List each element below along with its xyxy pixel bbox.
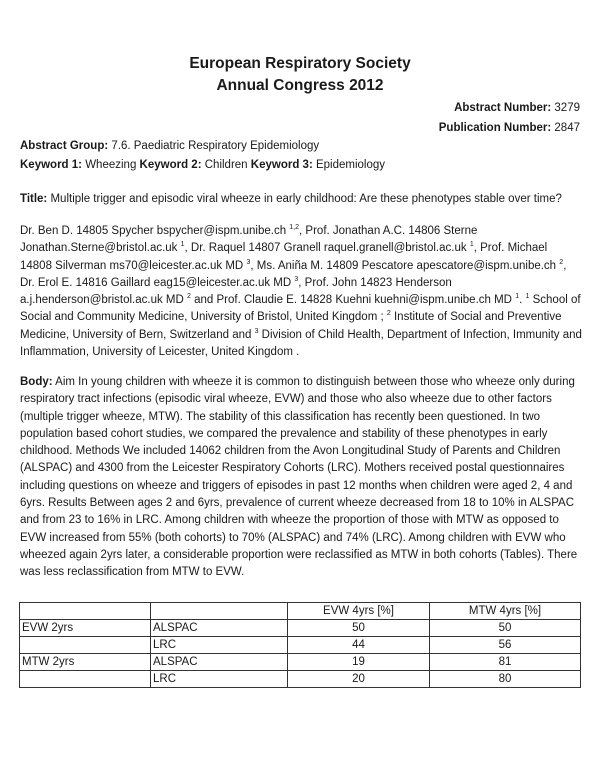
author-6-sup: 3 [294, 276, 299, 284]
authors-block: Dr. Ben D. 14805 Spycher bspycher@ispm.unibe.ch $^{1,2}$, Prof. Jonathan A.C. 14806 Sterne Jonathan.Sterne@bristol.ac.uk $^1$, Dr. Raquel 14807 Granell raquel.granell@bristol.ac.uk $^1$, Prof. Michael 14808 Silverman ms70@leicester.ac.uk MD $^3$, Ms. Aniña M. 14809 Pescatore apescatore@ispm.unibe.ch $^2$, Dr. Erol E. 14816 Gaillard eag15@leicester.ac.uk MD $^3$, Prof. John 14823 Henderson a.j.henderson@bristol.ac.uk MD $^2$ and Prof. Claudie E. 14828 Kuehni kuehni@ispm.unibe.ch MD $^1$. $^1$ School of Social and Community Medicine, University of Bristol, United Kingdom ; $^2$ Institute of Social and Preventive Medicine, University of Bern, Switzerland and $^3$ Division of Child Health, Department of Infection, Immunity and Inflammation, University of Leicester, United Kingdom . [20, 224, 582, 359]
author-1: Dr. Ben D. 14805 Spycher bspycher@ispm.unibe.ch [20, 225, 290, 237]
table-header-cell: MTW 4yrs [%] [430, 603, 581, 620]
keyword2-value: Children [204, 159, 248, 171]
table-header-cell [151, 603, 288, 620]
affiliation-1: School of Social and Community Medicine, University of Bristol, United Kingdom ; [20, 294, 581, 324]
table-cell: 56 [430, 637, 581, 654]
affiliation-3: Division of Child Health, Department of Infection, Immunity and Inflammation, University of Leicester, United Kingdom . [20, 328, 582, 359]
author-6: , Dr. Erol E. 14816 Gaillard eag15@leicester.ac.uk MD [20, 259, 567, 289]
table-row [20, 620, 581, 637]
author-5-sup: 2 [559, 258, 564, 266]
author-3: , Dr. Raquel 14807 Granell raquel.granell@bristol.ac.uk [184, 242, 470, 255]
publication-number [439, 122, 580, 134]
author-8-sup: 1 [515, 293, 520, 301]
abstract-number-value: 3279 [554, 102, 580, 114]
table-cell: 19 [288, 654, 430, 671]
author-8: and Prof. Claudie E. 14828 Kuehni kuehni@ispm.unibe.ch MD [190, 294, 516, 307]
table-cell: LRC [151, 637, 288, 654]
author-2: , Prof. Jonathan A.C. 14806 Sterne Jonathan.Sterne@bristol.ac.uk [20, 225, 478, 255]
abstract-body [20, 374, 582, 582]
abstract-number [454, 102, 580, 114]
publication-number-value: 2847 [554, 122, 580, 134]
author-5: , Ms. Aniña M. 14809 Pescatore apescatore@ispm.unibe.ch [250, 259, 560, 272]
table-row [20, 671, 581, 688]
keywords [20, 159, 385, 171]
abstract-group-value: 7.6. Paediatric Respiratory Epidemiology [111, 140, 320, 152]
body-text: Aim In young children with wheeze it is common to distinguish between those who wheeze only during respiratory tract infections (episodic viral wheeze, EVW) and those who also wheeze due to other factors (multiple trigger wheeze, MTW). The stability of this classification has recently been questioned. In two population based cohort studies, we compared the prevalence and stability of these phenotypes in early childhood. Methods We included 14062 children from the Avon Longitudinal Study of Parents and Children (ALSPAC) and 4300 from the Leicester Respiratory Cohorts (LRC). Mothers received postal questionnaires including questions on wheeze and triggers of episodes in past 12 months when children were aged 2, 4 and 6yrs. Results Between ages 2 and 6yrs, prevalence of current wheeze decreased from 18 to 10% in ALSPAC and from 23 to 16% in LRC. Among children with wheeze the proportion of those with MTW as opposed to EVW increased from 55% (both cohorts) to 70% (ALSPAC) and 74% (LRC). Among children with EVW who wheezed again 2yrs later, a considerable proportion were reclassified as MTW in both cohorts (Tables). There was less reclassification from MTW to EVW. [20, 376, 578, 579]
keyword1-value: Wheezing [85, 159, 137, 171]
author-7: , Prof. John 14823 Henderson a.j.henderson@bristol.ac.uk MD [20, 276, 452, 307]
table-cell: 50 [288, 620, 430, 637]
congress-subtitle: Annual Congress 2012 [216, 77, 384, 94]
table-cell: ALSPAC [151, 654, 288, 671]
title-label: Title: [20, 193, 48, 205]
abstract-group [20, 140, 319, 152]
table-header-cell [20, 603, 151, 620]
table-cell: 50 [430, 620, 581, 637]
table-row [20, 637, 581, 654]
table-cell: MTW 2yrs [20, 654, 151, 671]
keyword1-label: Keyword 1: [20, 159, 82, 171]
table-header-cell: EVW 4yrs [%] [288, 603, 430, 620]
abstract-number-label: Abstract Number: [454, 102, 552, 114]
affiliation-2: Institute of Social and Preventive Medicine, University of Bern, Switzerland and [20, 311, 562, 341]
keyword3-label: Keyword 3: [250, 159, 313, 171]
keyword2-label: Keyword 2: [139, 159, 202, 171]
abstract-title [20, 193, 562, 205]
affiliation-3-sup: 3 [254, 327, 259, 335]
results-table [19, 602, 581, 688]
affiliation-2-sup: 2 [386, 310, 391, 318]
abstract-group-label: Abstract Group: [20, 140, 109, 152]
table-row [20, 654, 581, 671]
author-4: , Prof. Michael 14808 Silverman ms70@leicester.ac.uk MD [20, 242, 548, 272]
congress-title: European Respiratory Society [189, 55, 411, 72]
table-header-row [20, 603, 581, 620]
keyword3-value: Epidemiology [315, 159, 386, 171]
table-cell: EVW 2yrs [20, 620, 151, 637]
table-cell: 80 [430, 671, 581, 688]
title-text: Multiple trigger and episodic viral wheeze in early childhood: Are these phenotypes stable over time? [50, 193, 562, 205]
author-2-sup: 1 [180, 241, 185, 249]
table-cell: 44 [288, 637, 430, 654]
table-cell: ALSPAC [151, 620, 288, 637]
body-label: Body: [20, 376, 53, 388]
publication-number-label: Publication Number: [438, 122, 552, 134]
author-1-sup: 1,2 [289, 224, 300, 232]
table-cell: 81 [430, 654, 581, 671]
table-cell [20, 671, 151, 688]
table-cell: LRC [151, 671, 288, 688]
author-7-sup: 2 [187, 293, 191, 301]
table-cell [20, 637, 151, 654]
author-3-sup: 1 [469, 241, 474, 249]
table-cell: 20 [288, 671, 430, 688]
author-4-sup: 3 [246, 258, 251, 266]
affiliation-1-sup: 1 [525, 293, 530, 301]
